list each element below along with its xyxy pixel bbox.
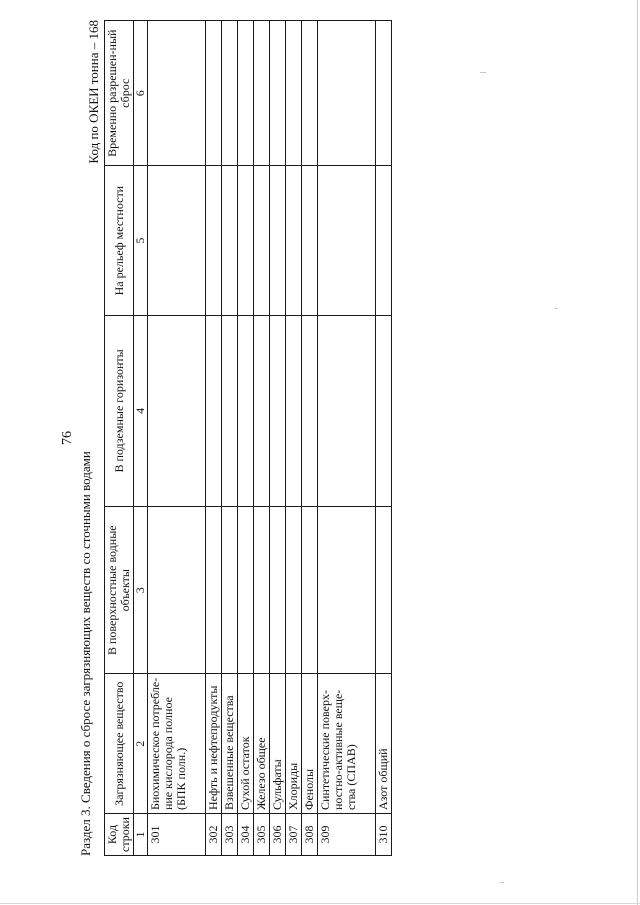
substance-name: Азот общий — [376, 674, 392, 814]
empty-cell — [222, 506, 238, 673]
empty-cell — [286, 315, 302, 506]
empty-cell — [254, 315, 270, 506]
column-number: 6 — [134, 21, 148, 166]
empty-cell — [302, 315, 318, 506]
table-row — [222, 21, 238, 856]
empty-cell — [270, 166, 286, 315]
empty-cell — [286, 166, 302, 315]
discharge-table — [104, 20, 392, 856]
scan-edge — [0, 903, 640, 904]
substance-name: Хлориды — [286, 674, 302, 814]
header-cell: Загрязняющее вещество — [105, 674, 134, 814]
empty-cell — [376, 506, 392, 673]
substance-name: Железо общее — [254, 674, 270, 814]
empty-cell — [286, 21, 302, 166]
empty-cell — [206, 506, 222, 673]
substance-name: Нефть и нефтепродукты — [206, 674, 222, 814]
scan-speck — [555, 308, 558, 309]
scan-speck — [480, 72, 486, 73]
table-row — [318, 21, 376, 856]
column-number: 4 — [134, 315, 148, 506]
row-code: 307 — [286, 814, 302, 856]
header-cell: В подземные горизонты — [105, 315, 134, 506]
empty-cell — [148, 506, 206, 673]
row-code: 302 — [206, 814, 222, 856]
okei-code: Код по ОКЕИ тонна – 168 — [86, 20, 101, 164]
table-row — [270, 21, 286, 856]
empty-cell — [302, 166, 318, 315]
substance-name: Биохимическое потребле-ние кислорода полное (БПК полн.) — [148, 674, 206, 814]
empty-cell — [254, 166, 270, 315]
header-cell: Временно разрешен-ный сброс — [105, 21, 134, 166]
empty-cell — [206, 315, 222, 506]
row-code: 308 — [302, 814, 318, 856]
header-row — [105, 21, 134, 856]
header-cell: В поверхностные водные объекты — [105, 506, 134, 673]
column-number: 2 — [134, 674, 148, 814]
row-code: 303 — [222, 814, 238, 856]
section-title: Раздел 3. Сведения о сбросе загрязняющих веществ со сточными водами — [78, 451, 93, 856]
empty-cell — [376, 166, 392, 315]
table-row — [238, 21, 254, 856]
empty-cell — [254, 21, 270, 166]
empty-cell — [318, 166, 376, 315]
column-number: 1 — [134, 814, 148, 856]
substance-name: Сухой остаток — [238, 674, 254, 814]
empty-cell — [318, 506, 376, 673]
rotated-page — [48, 20, 390, 856]
substance-name: Сульфаты — [270, 674, 286, 814]
empty-cell — [238, 21, 254, 166]
empty-cell — [302, 506, 318, 673]
empty-cell — [238, 315, 254, 506]
header-cell: Код строки — [105, 814, 134, 856]
column-number: 3 — [134, 506, 148, 673]
empty-cell — [318, 21, 376, 166]
table-row — [376, 21, 392, 856]
row-code: 309 — [318, 814, 376, 856]
empty-cell — [376, 21, 392, 166]
substance-name: Синтетические поверх-ностно-активные веще-ства (СПАВ) — [318, 674, 376, 814]
empty-cell — [376, 315, 392, 506]
scan-edge — [637, 0, 638, 905]
column-number-row — [134, 21, 148, 856]
empty-cell — [270, 21, 286, 166]
table-row — [254, 21, 270, 856]
empty-cell — [206, 166, 222, 315]
substance-name: Фенолы — [302, 674, 318, 814]
empty-cell — [238, 506, 254, 673]
table-row — [286, 21, 302, 856]
page-number: 76 — [60, 431, 75, 445]
empty-cell — [148, 21, 206, 166]
empty-cell — [222, 166, 238, 315]
empty-cell — [270, 506, 286, 673]
row-code: 310 — [376, 814, 392, 856]
table-row — [206, 21, 222, 856]
empty-cell — [302, 21, 318, 166]
row-code: 304 — [238, 814, 254, 856]
row-code: 301 — [148, 814, 206, 856]
empty-cell — [254, 506, 270, 673]
scan-speck — [500, 882, 504, 883]
table-row — [302, 21, 318, 856]
empty-cell — [148, 315, 206, 506]
empty-cell — [148, 166, 206, 315]
column-number: 5 — [134, 166, 148, 315]
row-code: 306 — [270, 814, 286, 856]
table-row — [148, 21, 206, 856]
empty-cell — [318, 315, 376, 506]
empty-cell — [238, 166, 254, 315]
empty-cell — [222, 315, 238, 506]
row-code: 305 — [254, 814, 270, 856]
substance-name: Взвешенные вещества — [222, 674, 238, 814]
empty-cell — [270, 315, 286, 506]
header-cell: На рельеф местности — [105, 166, 134, 315]
empty-cell — [286, 506, 302, 673]
empty-cell — [206, 21, 222, 166]
empty-cell — [222, 21, 238, 166]
